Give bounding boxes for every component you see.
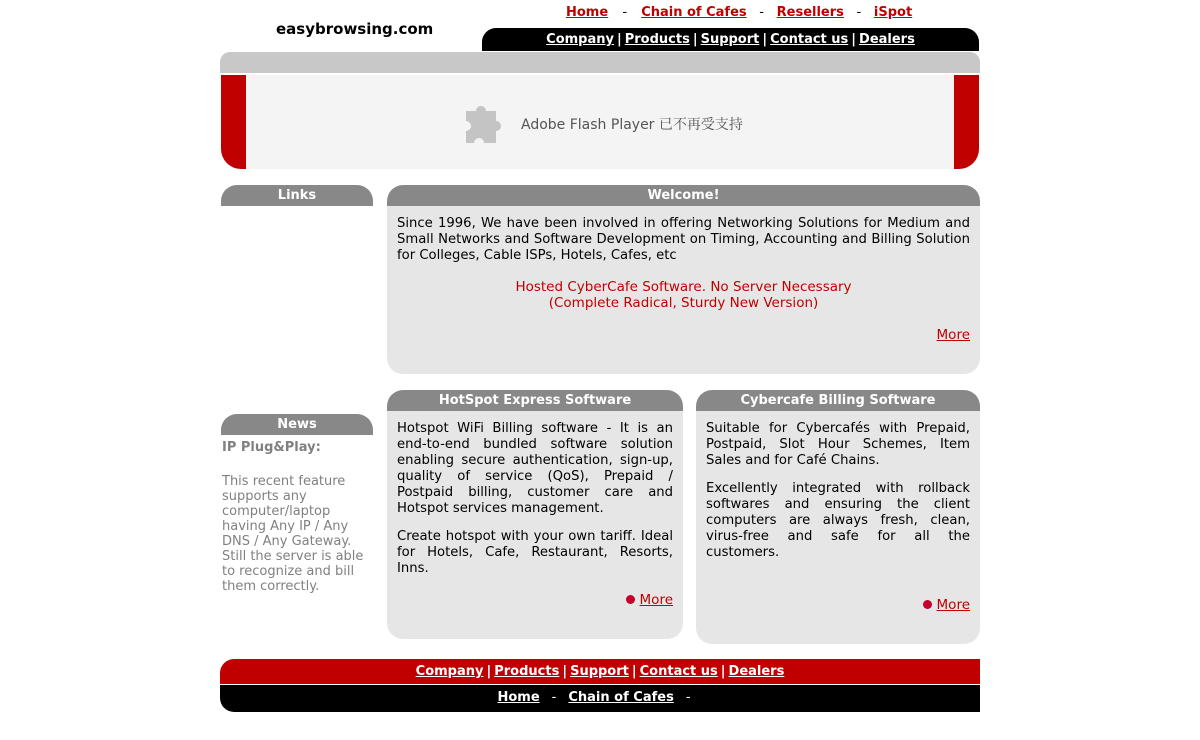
- footer-nav-products[interactable]: Products: [494, 664, 560, 679]
- flash-unsupported-message: Adobe Flash Player 已不再受支持: [521, 117, 743, 133]
- nav-separator: |: [720, 664, 726, 679]
- footer-link-chain-of-cafes[interactable]: Chain of Cafes: [568, 690, 674, 705]
- footer-nav-dealers[interactable]: Dealers: [728, 664, 785, 679]
- bullet-icon: [923, 600, 932, 609]
- separator: -: [551, 690, 557, 705]
- welcome-body: [387, 206, 980, 311]
- separator: -: [759, 5, 764, 20]
- news-body: [222, 440, 374, 594]
- banner-top-strip: [220, 52, 980, 73]
- footer-nav-bar: [220, 659, 980, 684]
- cybercafe-more-row: [923, 597, 970, 613]
- footer-nav-company[interactable]: Company: [415, 664, 484, 679]
- footer-link-home[interactable]: Home: [497, 690, 540, 705]
- welcome-text: Since 1996, We have been involved in offering Networking Solutions for Medium and Small Networks and Software Development on Timing, Accounting and Billing Solution for Colleges, Cable ISPs, Hotels, Cafes, etc: [397, 216, 970, 263]
- hotspot-body: [387, 411, 683, 577]
- cybercafe-more-link[interactable]: More: [936, 597, 970, 613]
- flash-placeholder[interactable]: [246, 75, 954, 169]
- nav-separator: |: [616, 32, 622, 47]
- site-logo: easybrowsing.com: [276, 20, 434, 38]
- links-header: Links: [221, 185, 373, 206]
- hotspot-panel: [387, 390, 683, 639]
- cybercafe-para-1: Suitable for Cybercafés with Prepaid, Postpaid, Slot Hour Schemes, Item Sales and for Café Chains.: [706, 421, 970, 468]
- nav-separator: |: [486, 664, 492, 679]
- plugin-puzzle-icon: [462, 99, 508, 145]
- welcome-more-link[interactable]: More: [936, 327, 970, 343]
- top-link-ispot[interactable]: iSpot: [873, 5, 913, 20]
- cybercafe-body: [696, 411, 980, 561]
- nav-separator: |: [692, 32, 698, 47]
- top-link-chain-of-cafes[interactable]: Chain of Cafes: [641, 5, 747, 20]
- top-link-resellers[interactable]: Resellers: [776, 5, 844, 20]
- cybercafe-header: Cybercafe Billing Software: [696, 390, 980, 411]
- hotspot-para-1: Hotspot WiFi Billing software - It is an end-to-end bundled software solution enabling secure authentication, sign-up, quality of service (QoS), Prepaid / Postpaid billing, customer care and Hotspot services management.: [397, 421, 673, 516]
- promo-line-1: Hosted CyberCafe Software. No Server Necessary: [515, 279, 852, 295]
- top-links: [566, 5, 912, 20]
- hotspot-more-row: [626, 592, 673, 608]
- nav-dealers[interactable]: Dealers: [859, 32, 915, 47]
- hotspot-para-2: Create hotspot with your own tariff. Ideal for Hotels, Cafe, Restaurant, Resorts, Inns.: [397, 529, 673, 576]
- main-nav-bar: [482, 28, 979, 51]
- nav-contact-us[interactable]: Contact us: [770, 32, 849, 47]
- banner-right-accent: [954, 75, 979, 169]
- news-header: News: [221, 414, 373, 435]
- hotspot-header: HotSpot Express Software: [387, 390, 683, 411]
- promo-line-2: (Complete Radical, Sturdy New Version): [548, 295, 819, 311]
- nav-separator: |: [631, 664, 637, 679]
- footer-nav-contact-us[interactable]: Contact us: [639, 664, 718, 679]
- cybercafe-para-2: Excellently integrated with rollback softwares and ensuring the client computers are always fresh, clean, virus-free and safe for all the customers.: [706, 481, 970, 560]
- banner-left-accent: [221, 75, 246, 169]
- nav-separator: |: [762, 32, 768, 47]
- news-text: This recent feature supports any computer/laptop having Any IP / Any DNS / Any Gateway. Still the server is able to recognize and bill them correctly.: [222, 474, 364, 594]
- news-headline: IP Plug&Play:: [222, 440, 321, 455]
- welcome-panel: [387, 185, 980, 374]
- nav-separator: |: [851, 32, 857, 47]
- welcome-header: Welcome!: [387, 185, 980, 206]
- top-link-home[interactable]: Home: [566, 5, 609, 20]
- separator: -: [622, 5, 628, 20]
- separator: -: [685, 690, 691, 705]
- bullet-icon: [626, 595, 635, 604]
- nav-company[interactable]: Company: [546, 32, 614, 47]
- footer-nav-support[interactable]: Support: [570, 664, 629, 679]
- hotspot-more-link[interactable]: More: [639, 592, 673, 608]
- hosted-promo: [397, 279, 970, 311]
- nav-separator: |: [562, 664, 568, 679]
- separator: -: [856, 5, 862, 20]
- nav-products[interactable]: Products: [624, 32, 690, 47]
- footer-bottom-bar: [220, 685, 980, 712]
- nav-support[interactable]: Support: [700, 32, 760, 47]
- welcome-more-row: [937, 327, 970, 343]
- cybercafe-panel: [696, 390, 980, 644]
